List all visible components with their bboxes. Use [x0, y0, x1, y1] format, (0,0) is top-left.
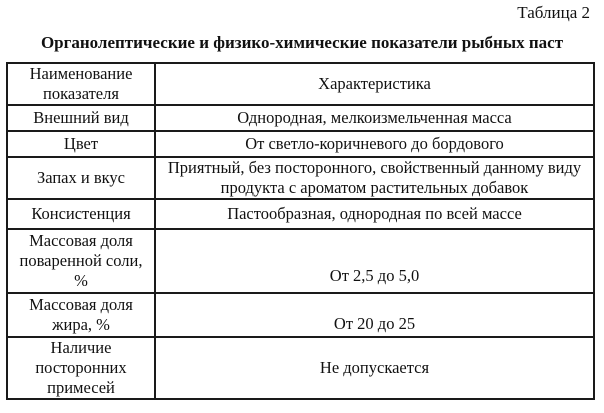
indicator-name: Консистенция	[7, 199, 155, 229]
table-row	[7, 131, 594, 157]
table-header-row	[7, 63, 594, 105]
indicator-name: Массовая доля жира, %	[7, 293, 155, 337]
table-row	[7, 105, 594, 131]
header-indicator-name: Наименование показателя	[7, 63, 155, 105]
indicator-value: Пастообразная, однородная по всей массе	[155, 199, 594, 229]
table-row	[7, 229, 594, 293]
indicator-name: Внешний вид	[7, 105, 155, 131]
indicator-name: Наличие посторонних примесей	[7, 337, 155, 399]
table-row	[7, 199, 594, 229]
indicator-name: Массовая доля поваренной соли, %	[7, 229, 155, 293]
indicator-value: Не допускается	[155, 337, 594, 399]
indicator-name: Запах и вкус	[7, 157, 155, 199]
table-row	[7, 337, 594, 399]
indicators-table	[6, 62, 595, 400]
table-title: Органолептические и физико-химические показатели рыбных паст	[40, 33, 564, 52]
indicator-value: От 20 до 25	[155, 293, 594, 337]
indicator-value: Однородная, мелкоизмельченная масса	[155, 105, 594, 131]
indicator-value: От 2,5 до 5,0	[155, 229, 594, 293]
table-row	[7, 157, 594, 199]
indicator-value: От светло-коричневого до бордового	[155, 131, 594, 157]
table-number: Таблица 2	[517, 3, 590, 22]
table-row	[7, 293, 594, 337]
header-characteristic: Характеристика	[155, 63, 594, 105]
indicator-value: Приятный, без посторонного, свойственный данному виду продукта с ароматом растительных добавок	[155, 157, 594, 199]
indicator-name: Цвет	[7, 131, 155, 157]
